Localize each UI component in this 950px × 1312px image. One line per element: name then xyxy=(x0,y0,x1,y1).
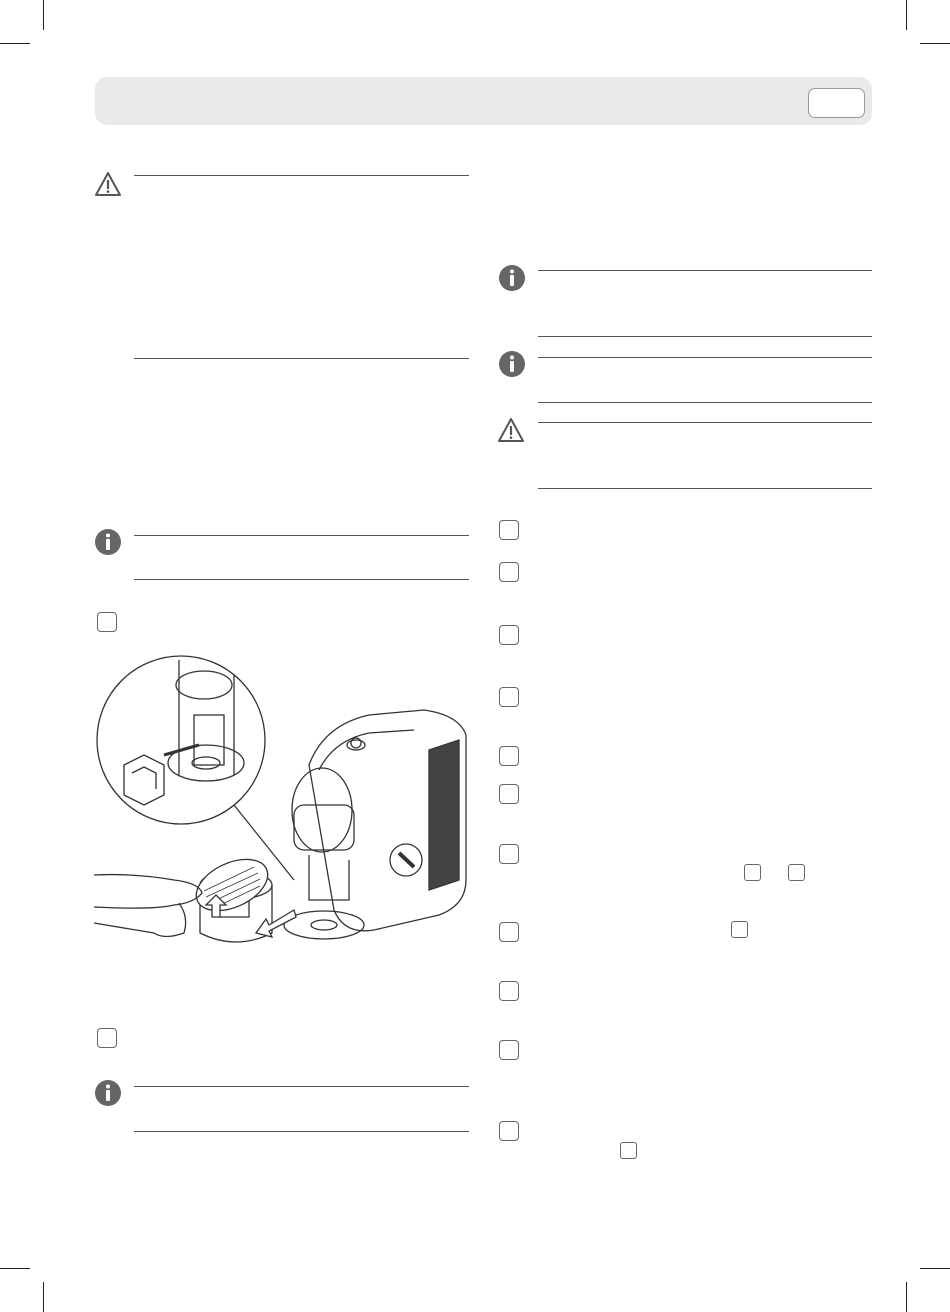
info-rule-bottom xyxy=(134,1131,469,1132)
crop-mark xyxy=(43,0,44,30)
warning-triangle-icon xyxy=(94,170,122,198)
info-rule-bottom xyxy=(538,336,872,337)
step-number-box-icon xyxy=(499,844,519,864)
step-number-box-icon xyxy=(499,784,519,804)
step-number-box-icon xyxy=(499,687,519,707)
step-number-box-icon xyxy=(499,1040,519,1060)
drip-tray-removal-illustration xyxy=(94,655,474,995)
warning-rule-top xyxy=(134,175,469,176)
crop-mark xyxy=(0,1268,30,1269)
step-reference-box-icon xyxy=(620,1142,637,1159)
crop-mark xyxy=(920,43,950,44)
header-bar xyxy=(95,77,872,125)
header-page-tab xyxy=(808,88,865,118)
step-number-box-icon xyxy=(97,612,117,632)
step-number-box-icon xyxy=(499,1121,519,1141)
info-rule-bottom xyxy=(134,579,469,580)
step-number-box-icon xyxy=(499,746,519,766)
step-reference-box-icon xyxy=(788,864,805,881)
crop-mark xyxy=(920,1268,950,1269)
crop-mark xyxy=(906,0,907,30)
info-rule-bottom xyxy=(538,402,872,403)
step-number-box-icon xyxy=(499,922,519,942)
step-reference-box-icon xyxy=(731,921,748,938)
info-rule-top xyxy=(134,535,469,536)
step-number-box-icon xyxy=(499,625,519,645)
crop-mark xyxy=(43,1282,44,1312)
info-rule-top xyxy=(538,270,872,271)
info-rule-top xyxy=(134,1086,469,1087)
step-reference-box-icon xyxy=(744,864,761,881)
warning-rule-top xyxy=(538,422,872,423)
section-rule xyxy=(134,358,469,359)
step-number-box-icon xyxy=(499,562,519,582)
info-circle-icon xyxy=(498,264,526,292)
step-number-box-icon xyxy=(499,520,519,540)
info-rule-top xyxy=(538,357,872,358)
step-number-box-icon xyxy=(499,981,519,1001)
crop-mark xyxy=(0,43,30,44)
warning-rule-bottom xyxy=(538,488,872,489)
warning-triangle-icon xyxy=(497,416,525,444)
step-number-box-icon xyxy=(97,1028,117,1048)
info-circle-icon xyxy=(94,528,122,556)
crop-mark xyxy=(906,1282,907,1312)
info-circle-icon xyxy=(498,350,526,378)
info-circle-icon xyxy=(94,1079,122,1107)
